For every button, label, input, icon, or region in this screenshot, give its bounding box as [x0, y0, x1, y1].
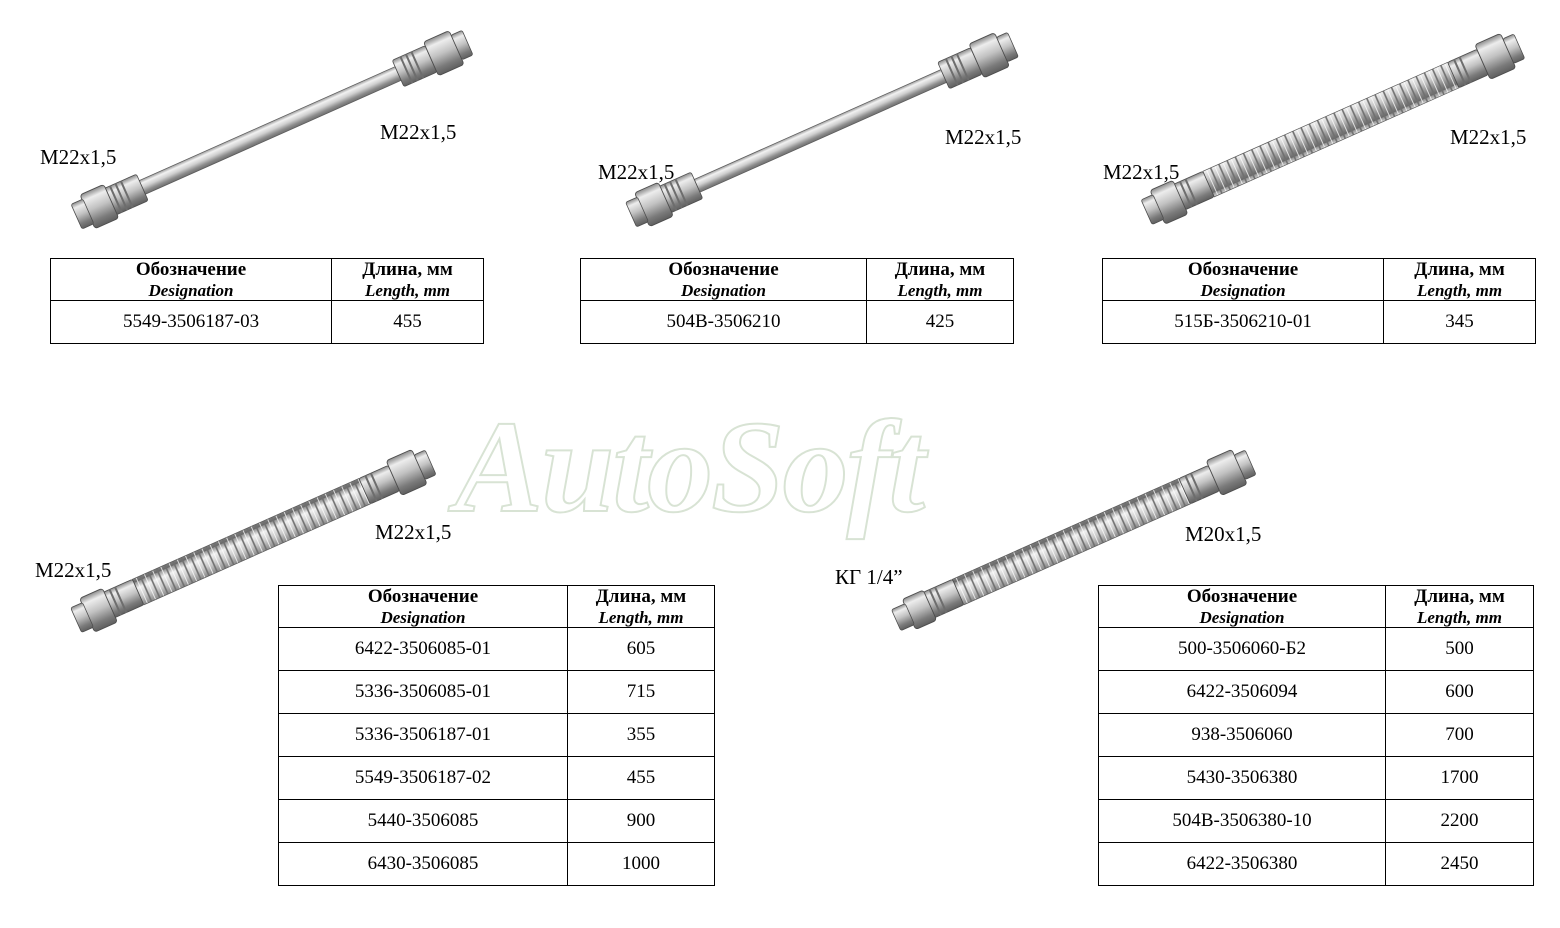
table-row — [1099, 800, 1534, 843]
cell-designation: 5440-3506085 — [279, 800, 568, 843]
cell-designation: 6422-3506094 — [1099, 671, 1386, 714]
table-row — [1099, 671, 1534, 714]
cell-length: 2200 — [1386, 800, 1534, 843]
table-row — [581, 301, 1014, 344]
header-designation — [1099, 586, 1386, 628]
cell-designation: 504В-3506210 — [581, 301, 867, 344]
cell-designation: 6430-3506085 — [279, 843, 568, 886]
fig-4-label-right: M22x1,5 — [375, 520, 452, 544]
header-designation-en: Designation — [1200, 280, 1286, 300]
cell-designation: 5336-3506085-01 — [279, 671, 568, 714]
cell-length: 425 — [867, 301, 1014, 344]
fig-2-label-left: M22x1,5 — [598, 160, 675, 184]
cell-length: 345 — [1384, 301, 1536, 344]
cell-length: 1000 — [567, 843, 714, 886]
cell-length: 355 — [567, 714, 714, 757]
fig-4-label-left: M22x1,5 — [35, 558, 112, 582]
cell-designation: 5549-3506187-03 — [51, 301, 332, 344]
fig-1-label-left: M22x1,5 — [40, 145, 117, 169]
header-length — [1386, 586, 1534, 628]
table-row — [1099, 757, 1534, 800]
table-header-row — [279, 586, 715, 628]
fig-5-label-right: M20x1,5 — [1185, 522, 1262, 546]
spec-table-5 — [1098, 585, 1534, 886]
header-length-ru: Длина, мм — [362, 259, 453, 280]
cell-designation: 6422-3506380 — [1099, 843, 1386, 886]
table-row — [51, 301, 484, 344]
cell-designation: 5336-3506187-01 — [279, 714, 568, 757]
header-designation-en: Designation — [148, 280, 234, 300]
hose-figure-3 — [1105, 20, 1555, 240]
header-designation — [51, 259, 332, 301]
cell-length: 455 — [567, 757, 714, 800]
cell-designation: 5549-3506187-02 — [279, 757, 568, 800]
header-designation-ru: Обозначение — [367, 586, 479, 607]
cell-length: 500 — [1386, 628, 1534, 671]
header-designation-ru: Обозначение — [668, 259, 779, 280]
header-length-ru: Длина, мм — [894, 259, 986, 280]
header-length — [867, 259, 1014, 301]
table-row — [1099, 843, 1534, 886]
fig-3-label-left: M22x1,5 — [1103, 160, 1180, 184]
table-row — [1103, 301, 1536, 344]
header-designation-ru: Обозначение — [1187, 259, 1299, 280]
cell-designation: 515Б-3506210-01 — [1103, 301, 1384, 344]
header-length-en: Length, mm — [1417, 280, 1503, 300]
cell-length: 600 — [1386, 671, 1534, 714]
header-length-en: Length, mm — [1417, 607, 1503, 627]
header-length-en: Length, mm — [897, 280, 983, 300]
cell-designation: 938-3506060 — [1099, 714, 1386, 757]
cell-length: 2450 — [1386, 843, 1534, 886]
fig-2-label-right: M22x1,5 — [945, 125, 1022, 149]
table-row — [279, 714, 715, 757]
hose-figure-2 — [590, 20, 1050, 240]
table-row — [279, 628, 715, 671]
header-length — [567, 586, 714, 628]
table-row — [279, 671, 715, 714]
header-length-en: Length, mm — [598, 607, 684, 627]
header-length-ru: Длина, мм — [1414, 586, 1505, 607]
header-designation-en: Designation — [380, 607, 466, 627]
header-designation — [581, 259, 867, 301]
cell-designation: 504В-3506380-10 — [1099, 800, 1386, 843]
table-row — [1099, 714, 1534, 757]
header-designation-ru: Обозначение — [135, 259, 247, 280]
hose-figure-1 — [40, 20, 500, 240]
header-designation-ru: Обозначение — [1186, 586, 1298, 607]
cell-designation: 6422-3506085-01 — [279, 628, 568, 671]
header-length-ru: Длина, мм — [1414, 259, 1505, 280]
header-length-en: Length, mm — [365, 280, 451, 300]
spec-table-2 — [580, 258, 1014, 344]
fig-1-label-right: M22x1,5 — [380, 120, 457, 144]
spec-table-1 — [50, 258, 484, 344]
table-row — [1099, 628, 1534, 671]
spec-table-3 — [1102, 258, 1536, 344]
table-header-row — [51, 259, 484, 301]
cell-length: 700 — [1386, 714, 1534, 757]
header-designation-en: Designation — [1199, 607, 1285, 627]
watermark-autosoft: AutoSoft — [455, 393, 924, 540]
fig-5-label-left: КГ 1/4” — [835, 565, 903, 589]
table-row — [279, 800, 715, 843]
header-designation — [279, 586, 568, 628]
cell-length: 605 — [567, 628, 714, 671]
spec-table-4 — [278, 585, 715, 886]
table-row — [279, 757, 715, 800]
cell-designation: 5430-3506380 — [1099, 757, 1386, 800]
table-header-row — [1103, 259, 1536, 301]
header-length — [332, 259, 484, 301]
cell-length: 455 — [332, 301, 484, 344]
header-length-ru: Длина, мм — [595, 586, 687, 607]
table-row — [279, 843, 715, 886]
table-header-row — [1099, 586, 1534, 628]
table-header-row — [581, 259, 1014, 301]
cell-length: 900 — [567, 800, 714, 843]
fig-3-label-right: M22x1,5 — [1450, 125, 1527, 149]
cell-designation: 500-3506060-Б2 — [1099, 628, 1386, 671]
header-designation — [1103, 259, 1384, 301]
cell-length: 715 — [567, 671, 714, 714]
cell-length: 1700 — [1386, 757, 1534, 800]
header-designation-en: Designation — [680, 280, 767, 300]
header-length — [1384, 259, 1536, 301]
